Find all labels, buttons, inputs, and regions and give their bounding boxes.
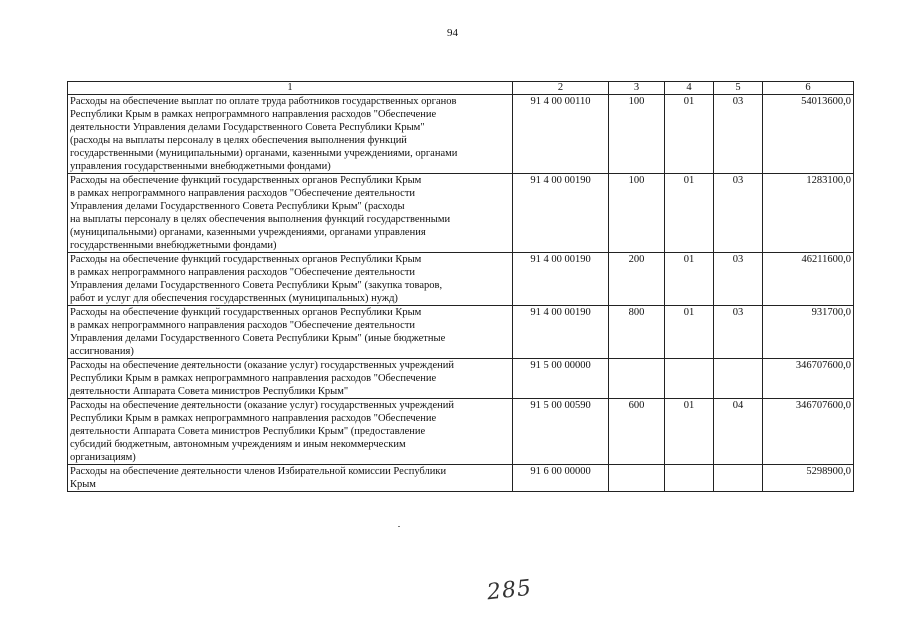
row-description: Расходы на обеспечение выплат по оплате труда работников государственных органов Республики Крым в рамках непрограммного направления расходов "Обеспечение деятельности Управления делами Государственного Совета Республики Крым" (расходы на выплаты персоналу в целях обеспечения выполнения функций государственными (муниципальными) органами, казенными учреждениями, органами управления государственными внебюджетными фондами): [68, 95, 513, 174]
header-row: [68, 82, 854, 95]
row-amount: 346707600,0: [763, 399, 854, 465]
row-amount: 54013600,0: [763, 95, 854, 174]
row-expense-type: 100: [609, 174, 665, 253]
table-row: [68, 465, 854, 492]
row-subsection: [714, 465, 763, 492]
column-header: 5: [714, 82, 763, 95]
table-row: [68, 95, 854, 174]
row-subsection: 04: [714, 399, 763, 465]
row-section: 01: [665, 253, 714, 306]
row-description: Расходы на обеспечение функций государственных органов Республики Крым в рамках непрограммного направления расходов "Обеспечение деятельности Управления делами Государственного Совета Республики Крым" (закупка товаров, работ и услуг для обеспечения государственных (муниципальных) нужд): [68, 253, 513, 306]
row-description: Расходы на обеспечение деятельности (оказание услуг) государственных учреждений Республики Крым в рамках непрограммного направления расходов "Обеспечение деятельности Аппарата Совета министров Республики Крым": [68, 359, 513, 399]
budget-table: [67, 81, 854, 492]
column-header: 1: [68, 82, 513, 95]
row-section: [665, 465, 714, 492]
row-expense-type: 100: [609, 95, 665, 174]
row-expense-type: 600: [609, 399, 665, 465]
row-subsection: 03: [714, 253, 763, 306]
row-section: 01: [665, 306, 714, 359]
row-description: Расходы на обеспечение функций государственных органов Республики Крым в рамках непрограммного направления расходов "Обеспечение деятельности Управления делами Государственного Совета Республики Крым" (расходы на выплаты персоналу в целях обеспечения выполнения функций государственными (муниципальными) органами, казенными учреждениями, органами управления государственными внебюджетными фондами): [68, 174, 513, 253]
table-row: [68, 253, 854, 306]
scan-speck: [398, 526, 400, 527]
row-classification-code: 91 5 00 00000: [513, 359, 609, 399]
column-header: 2: [513, 82, 609, 95]
row-description: Расходы на обеспечение функций государственных органов Республики Крым в рамках непрограммного направления расходов "Обеспечение деятельности Управления делами Государственного Совета Республики Крым" (иные бюджетные ассигнования): [68, 306, 513, 359]
page-number: 94: [447, 27, 458, 39]
row-classification-code: 91 4 00 00110: [513, 95, 609, 174]
row-amount: 46211600,0: [763, 253, 854, 306]
row-expense-type: [609, 359, 665, 399]
row-classification-code: 91 4 00 00190: [513, 306, 609, 359]
row-section: 01: [665, 174, 714, 253]
table-row: [68, 306, 854, 359]
table-row: [68, 174, 854, 253]
row-subsection: [714, 359, 763, 399]
handwritten-page-mark: 285: [485, 575, 534, 606]
row-classification-code: 91 4 00 00190: [513, 253, 609, 306]
row-classification-code: 91 5 00 00590: [513, 399, 609, 465]
row-expense-type: [609, 465, 665, 492]
row-subsection: 03: [714, 174, 763, 253]
row-classification-code: 91 4 00 00190: [513, 174, 609, 253]
row-amount: 346707600,0: [763, 359, 854, 399]
column-header: 6: [763, 82, 854, 95]
column-header: 3: [609, 82, 665, 95]
row-description: Расходы на обеспечение деятельности членов Избирательной комиссии Республики Крым: [68, 465, 513, 492]
row-description: Расходы на обеспечение деятельности (оказание услуг) государственных учреждений Республики Крым в рамках непрограммного направления расходов "Обеспечение деятельности Аппарата Совета министров Республики Крым" (предоставление субсидий бюджетным, автономным учреждениям и иным некоммерческим организациям): [68, 399, 513, 465]
row-amount: 5298900,0: [763, 465, 854, 492]
column-header: 4: [665, 82, 714, 95]
row-subsection: 03: [714, 306, 763, 359]
row-section: 01: [665, 399, 714, 465]
row-amount: 1283100,0: [763, 174, 854, 253]
row-section: [665, 359, 714, 399]
table-row: [68, 359, 854, 399]
row-section: 01: [665, 95, 714, 174]
row-amount: 931700,0: [763, 306, 854, 359]
row-classification-code: 91 6 00 00000: [513, 465, 609, 492]
row-expense-type: 200: [609, 253, 665, 306]
row-subsection: 03: [714, 95, 763, 174]
table-row: [68, 399, 854, 465]
row-expense-type: 800: [609, 306, 665, 359]
